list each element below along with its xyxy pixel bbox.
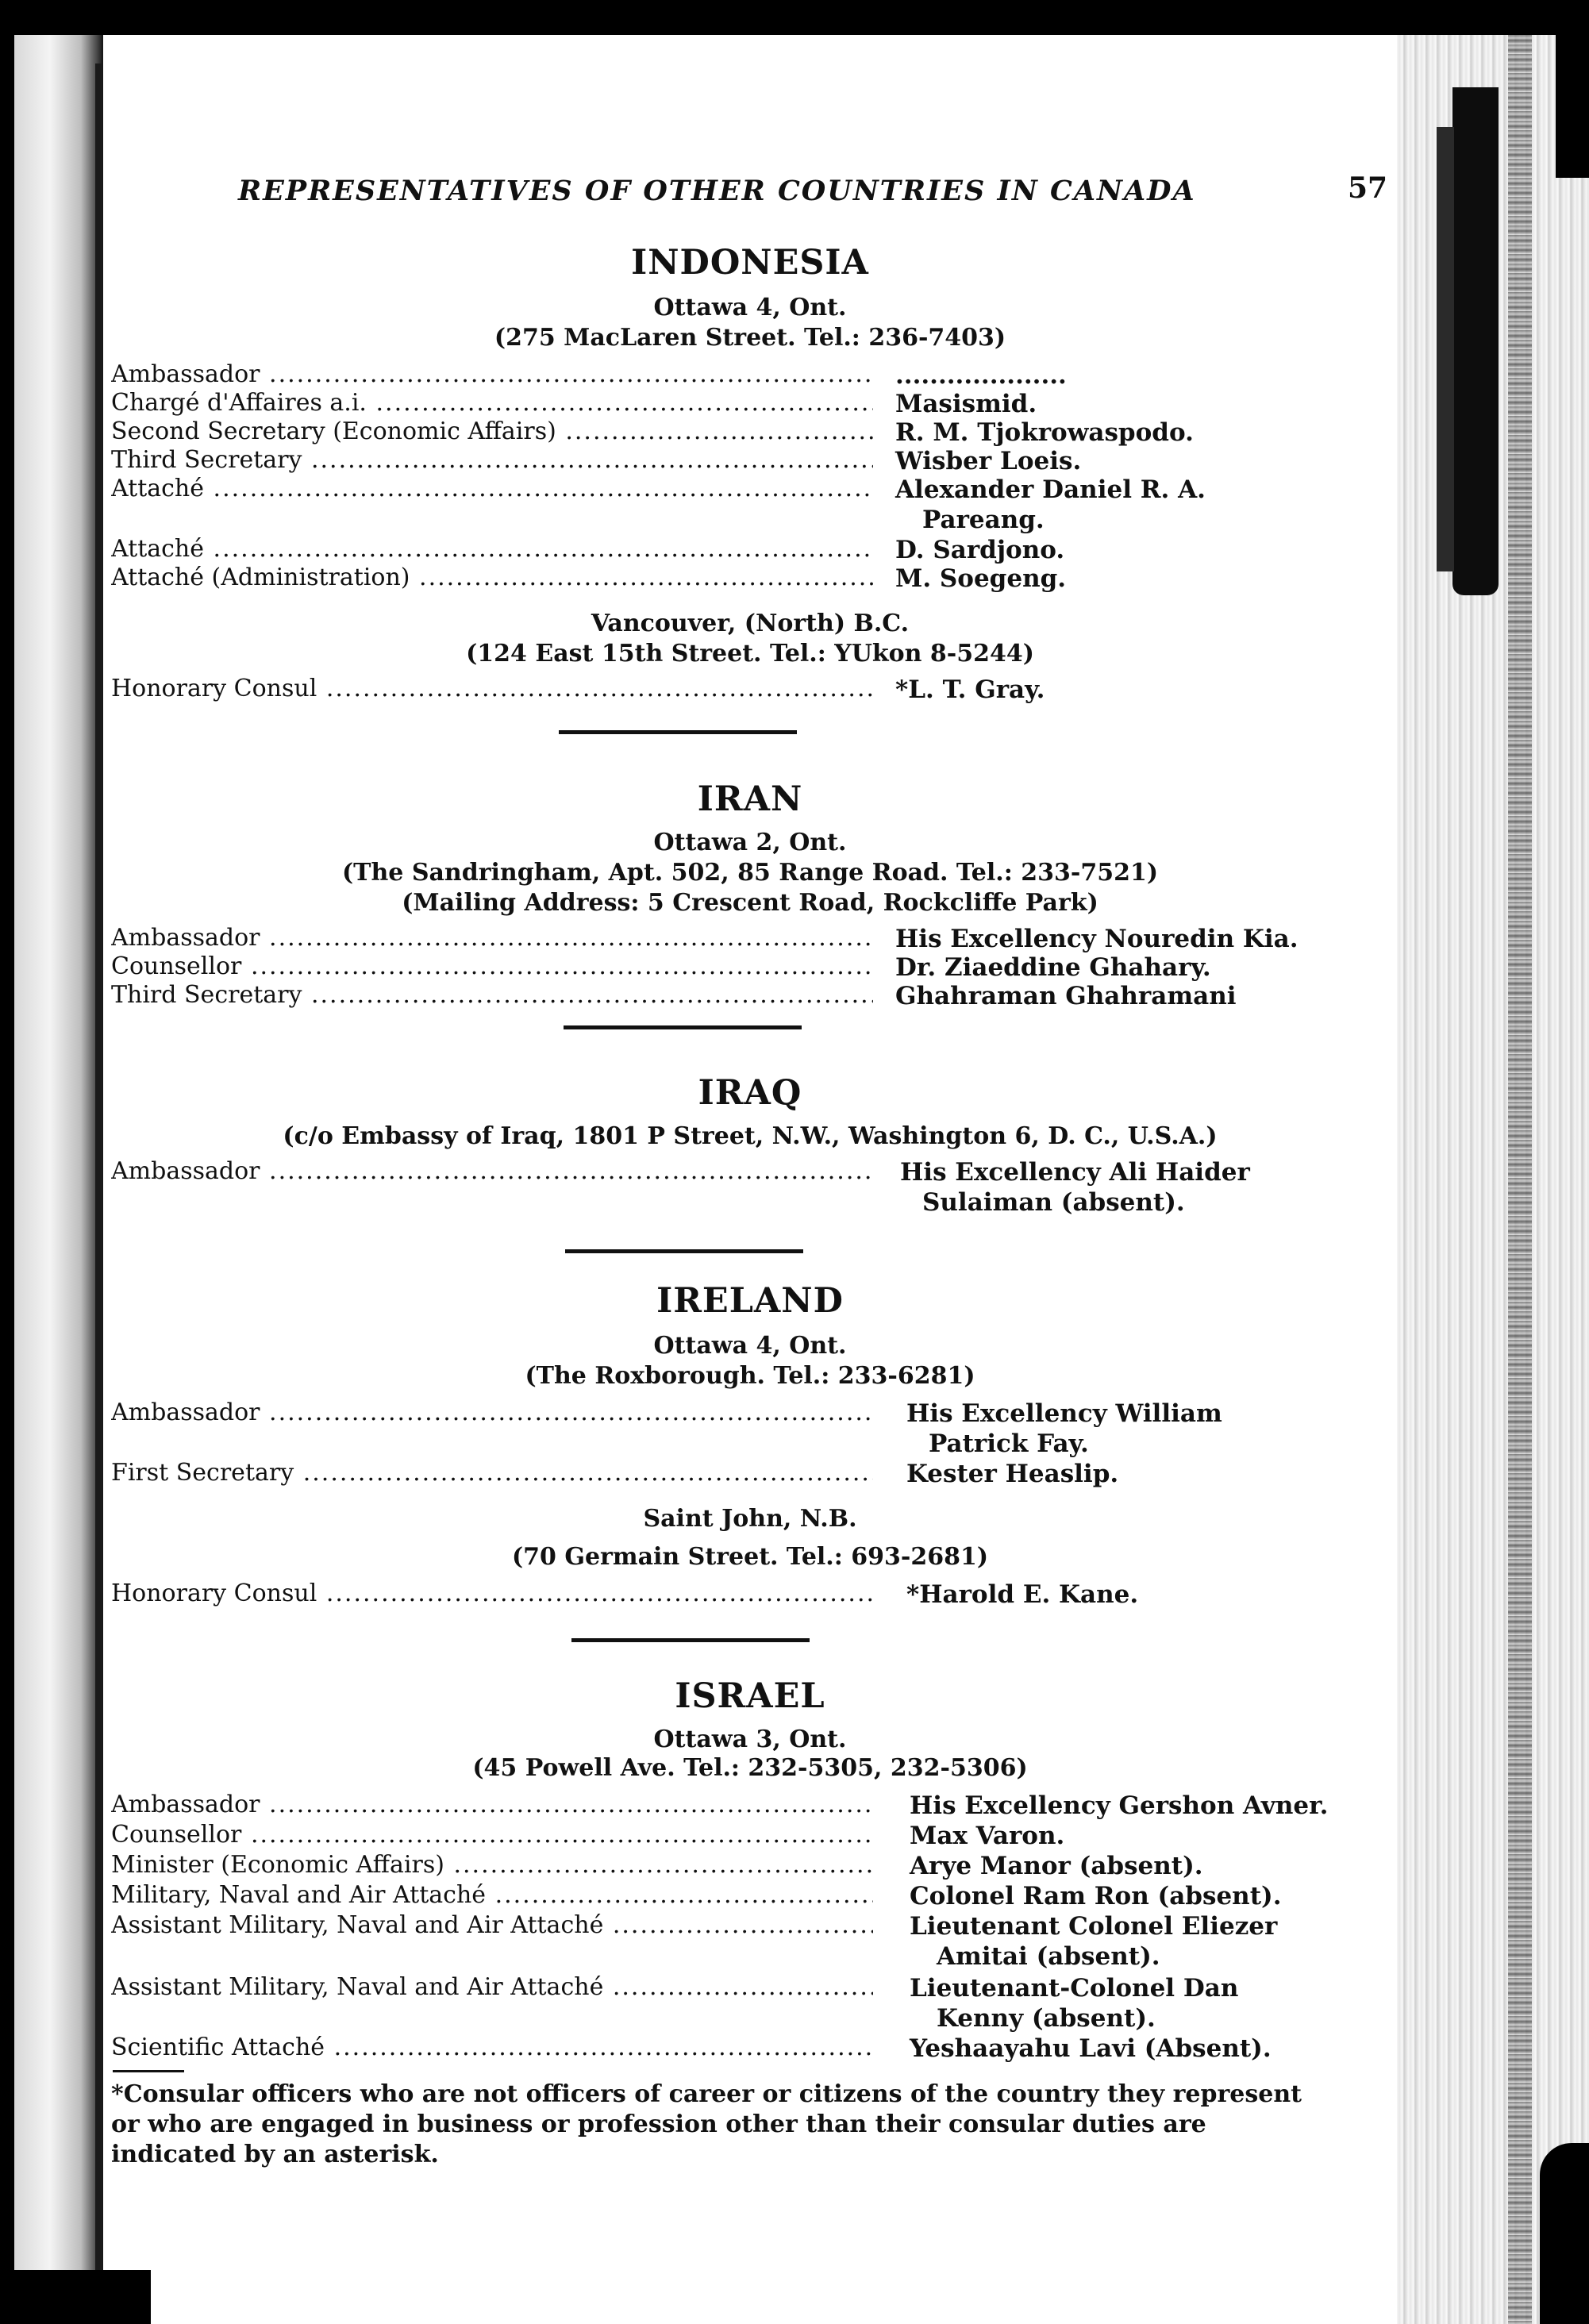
country-heading-ireland: IRELAND: [656, 1281, 844, 1321]
position-title: Assistant Military, Naval and Air Attaché .....: [111, 1973, 873, 2001]
officer-name: Yeshaayahu Lavi (Absent).: [910, 2034, 1272, 2063]
officer-name: His Excellency Gershon Avner.: [910, 1791, 1329, 1820]
section-divider: [564, 1025, 802, 1029]
scan-right-binding: [1452, 87, 1499, 595]
position-title: Second Secretary (Economic Affairs) .....: [111, 417, 873, 445]
officer-name: His Excellency Nouredin Kia.: [895, 925, 1299, 953]
scan-right-noise: [1508, 35, 1532, 2324]
position-title: Attaché .....: [111, 475, 873, 502]
position-title: Ambassador .....: [111, 1157, 873, 1185]
israel-city: Ottawa 3, Ont.: [653, 1726, 847, 1753]
footnote: *Consular officers who are not officers of career or citizens of the country they represent or who are engaged in business or profession other than their consular duties are indicated by an asterisk.: [111, 2080, 1302, 2168]
officer-name: Max Varon.: [910, 1822, 1065, 1850]
running-head: REPRESENTATIVES OF OTHER COUNTRIES IN CANADA: [238, 175, 1196, 207]
officer-name: Lieutenant-Colonel Dan Kenny (absent).: [910, 1974, 1239, 2033]
ireland-city-2: Saint John, N.B.: [643, 1505, 857, 1533]
iraq-row-ambassador: [103, 1157, 1397, 1221]
israel-row-assistant-attache-1: [103, 1911, 1397, 1975]
officer-name: *Harold E. Kane.: [906, 1580, 1139, 1609]
ireland-city: Ottawa 4, Ont.: [653, 1332, 847, 1360]
indonesia-row-attache-admin: [103, 564, 1397, 595]
position-title: Minister (Economic Affairs) .....: [111, 1851, 873, 1879]
iran-row-ambassador: [103, 924, 1397, 956]
indonesia-row-honorary-consul: [103, 675, 1397, 706]
scan-left-edge: [14, 35, 103, 2324]
indonesia-row-second-secretary: [103, 417, 1397, 449]
israel-row-military-attache: [103, 1881, 1397, 1913]
scan-right-binding-inner: [1437, 127, 1454, 571]
ireland-row-ambassador: [103, 1399, 1397, 1462]
section-divider: [565, 1249, 803, 1253]
ireland-address-2: (70 Germain Street. Tel.: 693-2681): [511, 1543, 989, 1571]
scan-left-rule: [95, 63, 102, 2302]
position-title: Third Secretary .....: [111, 981, 873, 1009]
scan-right-top-corner: [1556, 35, 1589, 178]
country-heading-iraq: IRAQ: [698, 1073, 802, 1113]
officer-name: His Excellency William Patrick Fay.: [906, 1399, 1222, 1458]
israel-row-scientific-attache: [103, 2034, 1397, 2065]
indonesia-row-attache-1: [103, 475, 1397, 538]
iran-row-counsellor: [103, 952, 1397, 984]
position-title: Counsellor .....: [111, 1821, 873, 1849]
country-heading-indonesia: INDONESIA: [631, 243, 869, 283]
position-title: Third Secretary .....: [111, 446, 873, 474]
page-number: 57: [1348, 171, 1388, 205]
indonesia-city-2: Vancouver, (North) B.C.: [591, 610, 910, 637]
position-title: First Secretary .....: [111, 1459, 873, 1487]
position-title: Military, Naval and Air Attaché .....: [111, 1881, 873, 1909]
ireland-row-honorary-consul: [103, 1579, 1397, 1611]
officer-name: His Excellency Ali Haider Sulaiman (absent).: [900, 1158, 1250, 1217]
israel-row-minister: [103, 1851, 1397, 1883]
indonesia-row-ambassador: [103, 360, 1397, 392]
officer-name: Colonel Ram Ron (absent).: [910, 1882, 1282, 1910]
iran-mailing-address: (Mailing Address: 5 Crescent Road, Rockcliffe Park): [402, 889, 1098, 917]
country-heading-iran: IRAN: [697, 779, 803, 819]
position-title: Counsellor .....: [111, 952, 873, 980]
position-title: Ambassador .....: [111, 1399, 873, 1426]
indonesia-row-attache-2: [103, 535, 1397, 567]
officer-name: ....................: [895, 361, 1067, 390]
position-title: Honorary Consul .....: [111, 1579, 873, 1607]
country-heading-israel: ISRAEL: [675, 1676, 825, 1716]
israel-row-counsellor: [103, 1821, 1397, 1853]
officer-name: Wisber Loeis.: [895, 447, 1082, 475]
indonesia-row-third-secretary: [103, 446, 1397, 478]
position-title: Attaché (Administration) .....: [111, 564, 873, 591]
document-page: [103, 35, 1397, 2289]
officer-name: D. Sardjono.: [895, 536, 1065, 564]
position-title: Honorary Consul .....: [111, 675, 873, 702]
position-title: Assistant Military, Naval and Air Attaché .....: [111, 1911, 873, 1939]
section-divider: [559, 730, 797, 734]
position-title: Chargé d'Affaires a.i. .....: [111, 389, 873, 417]
officer-name: Alexander Daniel R. A. Pareang.: [895, 475, 1206, 534]
section-divider: [571, 1638, 810, 1642]
position-title: Ambassador .....: [111, 1791, 873, 1818]
israel-address: (45 Powell Ave. Tel.: 232-5305, 232-5306): [472, 1754, 1028, 1782]
position-title: Ambassador .....: [111, 360, 873, 388]
scan-top-border: [0, 0, 1589, 35]
indonesia-address: (275 MacLaren Street. Tel.: 236-7403): [494, 324, 1006, 352]
officer-name: Masismid.: [895, 390, 1037, 418]
position-title: Attaché .....: [111, 535, 873, 563]
indonesia-row-charge: [103, 389, 1397, 421]
indonesia-city: Ottawa 4, Ont.: [653, 294, 847, 321]
officer-name: *L. T. Gray.: [895, 675, 1045, 704]
israel-row-assistant-attache-2: [103, 1973, 1397, 2037]
officer-name: Ghahraman Ghahramani: [895, 982, 1237, 1010]
iraq-address: (c/o Embassy of Iraq, 1801 P Street, N.W., Washington 6, D. C., U.S.A.): [283, 1122, 1218, 1150]
ireland-row-first-secretary: [103, 1459, 1397, 1491]
indonesia-address-2: (124 East 15th Street. Tel.: YUkon 8-5244): [466, 640, 1034, 668]
scan-right-bottom-corner: [1540, 2143, 1589, 2324]
officer-name: Dr. Ziaeddine Ghahary.: [895, 953, 1211, 982]
iran-city: Ottawa 2, Ont.: [653, 829, 847, 856]
officer-name: Kester Heaslip.: [906, 1460, 1119, 1488]
scan-left-border: [0, 24, 14, 2324]
iran-row-third-secretary: [103, 981, 1397, 1013]
position-title: Scientific Attaché .....: [111, 2034, 873, 2061]
footnote-rule: [113, 2070, 184, 2072]
officer-name: Arye Manor (absent).: [910, 1852, 1203, 1880]
officer-name: Lieutenant Colonel Eliezer Amitai (absent).: [910, 1912, 1278, 1971]
position-title: Ambassador .....: [111, 924, 873, 952]
iran-address: (The Sandringham, Apt. 502, 85 Range Road. Tel.: 233-7521): [341, 859, 1159, 887]
officer-name: M. Soegeng.: [895, 564, 1067, 593]
officer-name: R. M. Tjokrowaspodo.: [895, 418, 1194, 447]
ireland-address: (The Roxborough. Tel.: 233-6281): [525, 1362, 975, 1390]
israel-row-ambassador: [103, 1791, 1397, 1822]
